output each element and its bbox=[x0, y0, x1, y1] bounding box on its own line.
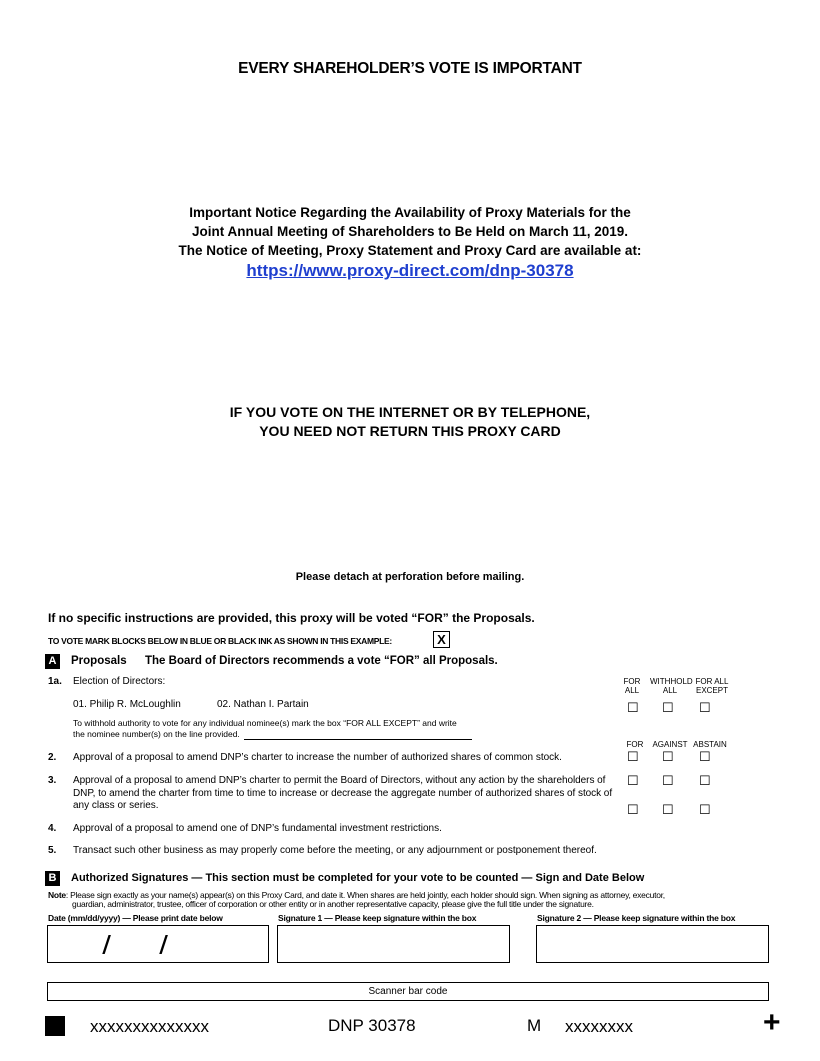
p2-for-checkbox[interactable]: ☐ bbox=[627, 749, 639, 764]
section-a-badge: A bbox=[45, 654, 60, 669]
withhold-instruction-2: the nominee number(s) on the line provided. bbox=[73, 729, 240, 739]
proxy-materials-link[interactable]: https://www.proxy-direct.com/dnp-30378 bbox=[246, 261, 574, 280]
col-for: FOR bbox=[626, 740, 644, 749]
note-label: Note bbox=[48, 890, 66, 900]
section-a-subtitle: The Board of Directors recommends a vote “FOR” all Proposals. bbox=[145, 655, 498, 667]
date-input-box[interactable] bbox=[47, 925, 269, 963]
proposal-5-text: Transact such other business as may properly come before the meeting, or any adjournment or postponement thereof. bbox=[73, 845, 597, 856]
proposal-2-text: Approval of a proposal to amend DNP’s charter to increase the number of authorized shares of common stock. bbox=[73, 752, 562, 763]
footer-m: M bbox=[527, 1016, 542, 1035]
section-a-title: Proposals bbox=[71, 655, 127, 667]
signature-2-label: Signature 2 — Please keep signature within the box bbox=[537, 913, 736, 923]
p4-abstain-checkbox[interactable]: ☐ bbox=[699, 802, 711, 817]
internet-notice-line-1: IF YOU VOTE ON THE INTERNET OR BY TELEPHONE, bbox=[229, 404, 591, 420]
proposal-4-number: 4. bbox=[48, 823, 57, 834]
scanner-bar-code-box bbox=[47, 982, 769, 1001]
p4-against-checkbox[interactable]: ☐ bbox=[662, 802, 674, 817]
page-title: EVERY SHAREHOLDER’S VOTE IS IMPORTANT bbox=[238, 60, 582, 77]
col-for-all-except: FOR ALL EXCEPT bbox=[695, 677, 729, 695]
proposal-2-number: 2. bbox=[48, 752, 57, 763]
scanner-label: Scanner bar code bbox=[368, 986, 448, 997]
col-against: AGAINST bbox=[652, 740, 688, 749]
withhold-all-checkbox[interactable]: ☐ bbox=[662, 700, 674, 715]
signature-note-line-1: Note: Please sign exactly as your name(s) appear(s) on this Proxy Card, and date it. When shares are held jointly, each holder should sign. When signing as attorney, executor, bbox=[48, 890, 665, 900]
p2-abstain-checkbox[interactable]: ☐ bbox=[699, 749, 711, 764]
nominee-1: 01. Philip R. McLoughlin bbox=[73, 699, 181, 710]
internet-notice-line-2: YOU NEED NOT RETURN THIS PROXY CARD bbox=[259, 423, 561, 439]
example-mark-box: X bbox=[433, 631, 450, 648]
signature-1-box[interactable] bbox=[277, 925, 510, 963]
proposal-4-text: Approval of a proposal to amend one of DNP’s fundamental investment restrictions. bbox=[73, 823, 442, 834]
registration-square bbox=[45, 1016, 65, 1036]
date-label: Date (mm/dd/yyyy) — Please print date below bbox=[48, 913, 223, 923]
notice-line-3: The Notice of Meeting, Proxy Statement and Proxy Card are available at: bbox=[178, 243, 642, 258]
withhold-instruction-1: To withhold authority to vote for any individual nominee(s) mark the box “FOR ALL EXCEPT” and write bbox=[73, 718, 457, 728]
p3-against-checkbox[interactable]: ☐ bbox=[662, 773, 674, 788]
p4-for-checkbox[interactable]: ☐ bbox=[627, 802, 639, 817]
vote-mark-instruction: TO VOTE MARK BLOCKS BELOW IN BLUE OR BLACK INK AS SHOWN IN THIS EXAMPLE: bbox=[48, 636, 392, 646]
for-all-except-checkbox[interactable]: ☐ bbox=[699, 700, 711, 715]
footer-code: xxxxxxxxxxxxxx bbox=[90, 1017, 209, 1036]
proposal-3-line-1: Approval of a proposal to amend DNP’s charter to permit the Board of Directors, without any action by the shareholders of bbox=[73, 775, 606, 786]
col-withhold-all: WITHHOLD ALL bbox=[650, 677, 693, 695]
proposal-1a-number: 1a. bbox=[48, 676, 62, 687]
default-vote-text: If no specific instructions are provided, this proxy will be voted “FOR” the Proposals. bbox=[48, 611, 535, 625]
footer-dnp: DNP 30378 bbox=[328, 1016, 416, 1035]
proposal-3-line-2: DNP, to amend the charter from time to time to increase or decrease the aggregate number of authorized shares of stock of bbox=[73, 788, 613, 799]
proposal-3-line-3: any class or series. bbox=[73, 800, 159, 811]
for-all-checkbox[interactable]: ☐ bbox=[627, 700, 639, 715]
footer-code-2: xxxxxxxx bbox=[565, 1017, 633, 1036]
proposal-3-number: 3. bbox=[48, 775, 57, 786]
proposal-1a-text: Election of Directors: bbox=[73, 676, 166, 687]
p3-abstain-checkbox[interactable]: ☐ bbox=[699, 773, 711, 788]
col-abstain: ABSTAIN bbox=[693, 740, 727, 749]
notice-line-1: Important Notice Regarding the Availability of Proxy Materials for the bbox=[189, 205, 631, 220]
signature-2-box[interactable] bbox=[536, 925, 769, 963]
section-b-title: Authorized Signatures — This section must be completed for your vote to be counted — Sign and Date Below bbox=[71, 872, 645, 884]
date-slash-2: / bbox=[159, 930, 168, 960]
nominee-number-line[interactable] bbox=[244, 739, 472, 740]
signature-1-label: Signature 1 — Please keep signature within the box bbox=[278, 913, 477, 923]
proposal-5-number: 5. bbox=[48, 845, 57, 856]
col-for-all: FOR ALL bbox=[623, 677, 641, 695]
signature-note-line-2: guardian, administrator, trustee, officer of corporation or other entity or in another representative capacity, please give the full title under the signature. bbox=[72, 899, 594, 909]
p3-for-checkbox[interactable]: ☐ bbox=[627, 773, 639, 788]
notice-line-2: Joint Annual Meeting of Shareholders to Be Held on March 11, 2019. bbox=[191, 224, 629, 239]
detach-instruction: Please detach at perforation before mailing. bbox=[295, 571, 525, 583]
p2-against-checkbox[interactable]: ☐ bbox=[662, 749, 674, 764]
date-slash-1: / bbox=[102, 930, 111, 960]
nominee-2: 02. Nathan I. Partain bbox=[217, 699, 309, 710]
plus-icon: + bbox=[763, 1006, 781, 1039]
section-b-badge: B bbox=[45, 871, 60, 886]
